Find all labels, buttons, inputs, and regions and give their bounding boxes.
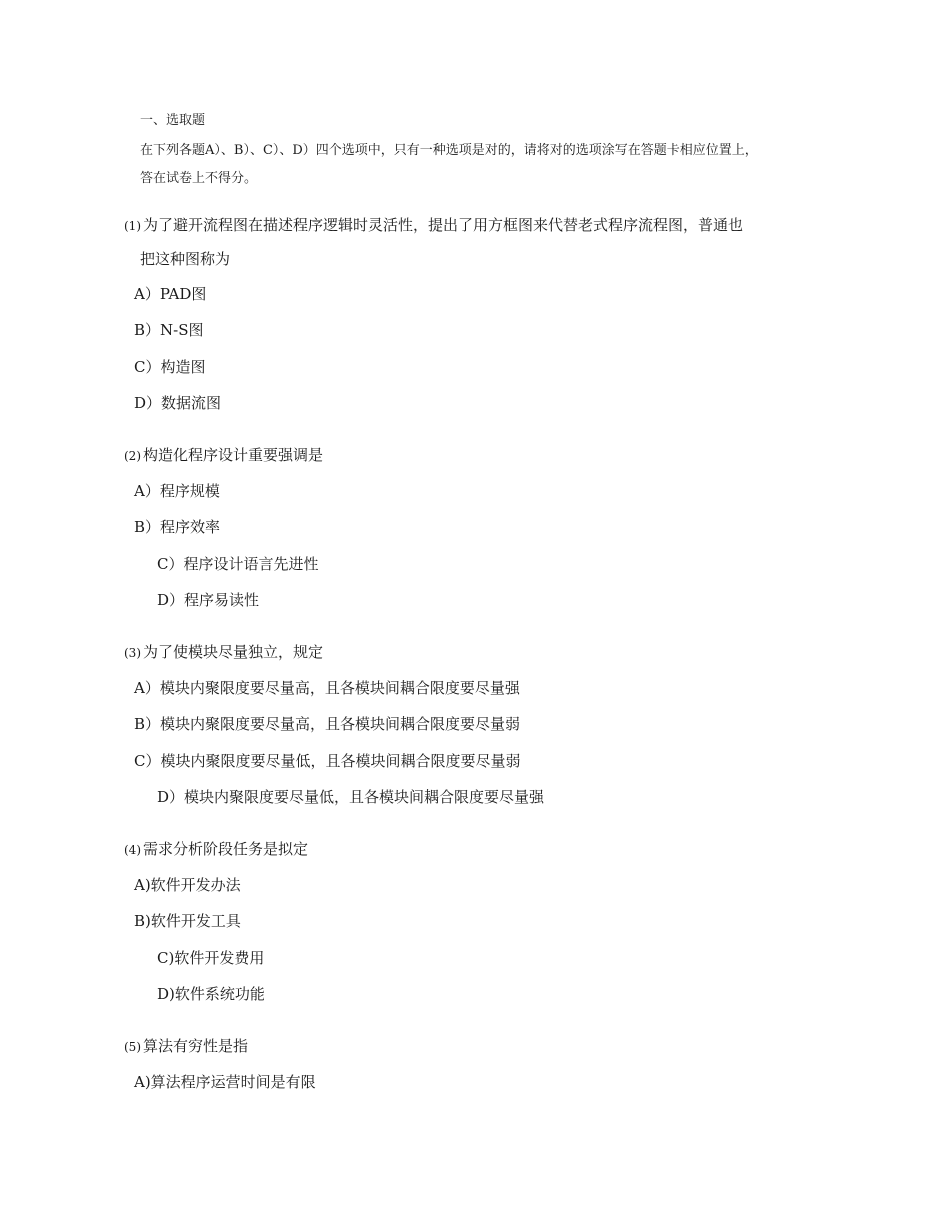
question-2-option-c: C）程序设计语言先进性: [157, 555, 319, 573]
question-text: 算法有穷性是指: [143, 1037, 249, 1055]
question-5-stem: [124, 1035, 248, 1058]
question-4-option-b: B)软件开发工具: [134, 912, 241, 930]
question-3-stem: [124, 641, 323, 664]
question-3-option-d: D）模块内聚限度要尽量低，且各模块间耦合限度要尽量强: [157, 788, 545, 806]
section-instruction-line-2: 答在试卷上不得分。: [140, 171, 258, 186]
question-1-stem: [124, 214, 743, 237]
question-text: 为了使模块尽量独立，规定: [143, 643, 324, 661]
question-number: (2): [124, 449, 141, 463]
question-3-option-a: A）模块内聚限度要尽量高，且各模块间耦合限度要尽量强: [134, 679, 520, 697]
question-3-option-c: C）模块内聚限度要尽量低，且各模块间耦合限度要尽量弱: [134, 752, 521, 770]
question-text: 构造化程序设计重要强调是: [143, 446, 324, 464]
question-4-option-d: D)软件系统功能: [157, 985, 265, 1003]
question-2-option-a: A）程序规模: [134, 482, 220, 500]
question-5-option-a: A)算法程序运营时间是有限: [134, 1073, 316, 1091]
section-instruction-line-1: 在下列各题A）、B）、C）、D）四个选项中，只有一种选项是对的，请将对的选项涂写在答题卡相应位置上，: [140, 143, 758, 158]
question-1-option-a: A）PAD图: [134, 285, 207, 303]
question-number: (5): [124, 1040, 141, 1054]
question-3-option-b: B）模块内聚限度要尽量高，且各模块间耦合限度要尽量弱: [134, 715, 521, 733]
question-4-option-a: A)软件开发办法: [134, 876, 241, 894]
question-2-stem: [124, 444, 323, 467]
question-2-option-b: B）程序效率: [134, 518, 221, 536]
question-text: 需求分析阶段任务是拟定: [143, 840, 309, 858]
question-number: (1): [124, 219, 141, 233]
question-1-option-d: D）数据流图: [134, 394, 222, 412]
question-number: (4): [124, 843, 141, 857]
question-2-option-d: D）程序易读性: [157, 591, 260, 609]
question-4-stem: [124, 838, 308, 861]
question-number: (3): [124, 646, 141, 660]
question-1-stem-continued: 把这种图称为: [140, 250, 231, 268]
question-text: 为了避开流程图在描述程序逻辑时灵活性，提出了用方框图来代替老式程序流程图，普通也: [143, 216, 744, 234]
question-1-option-c: C）构造图: [134, 358, 206, 376]
section-title: 一、选取题: [140, 113, 206, 128]
question-4-option-c: C)软件开发费用: [157, 949, 265, 967]
question-1-option-b: B）N-S图: [134, 321, 204, 339]
